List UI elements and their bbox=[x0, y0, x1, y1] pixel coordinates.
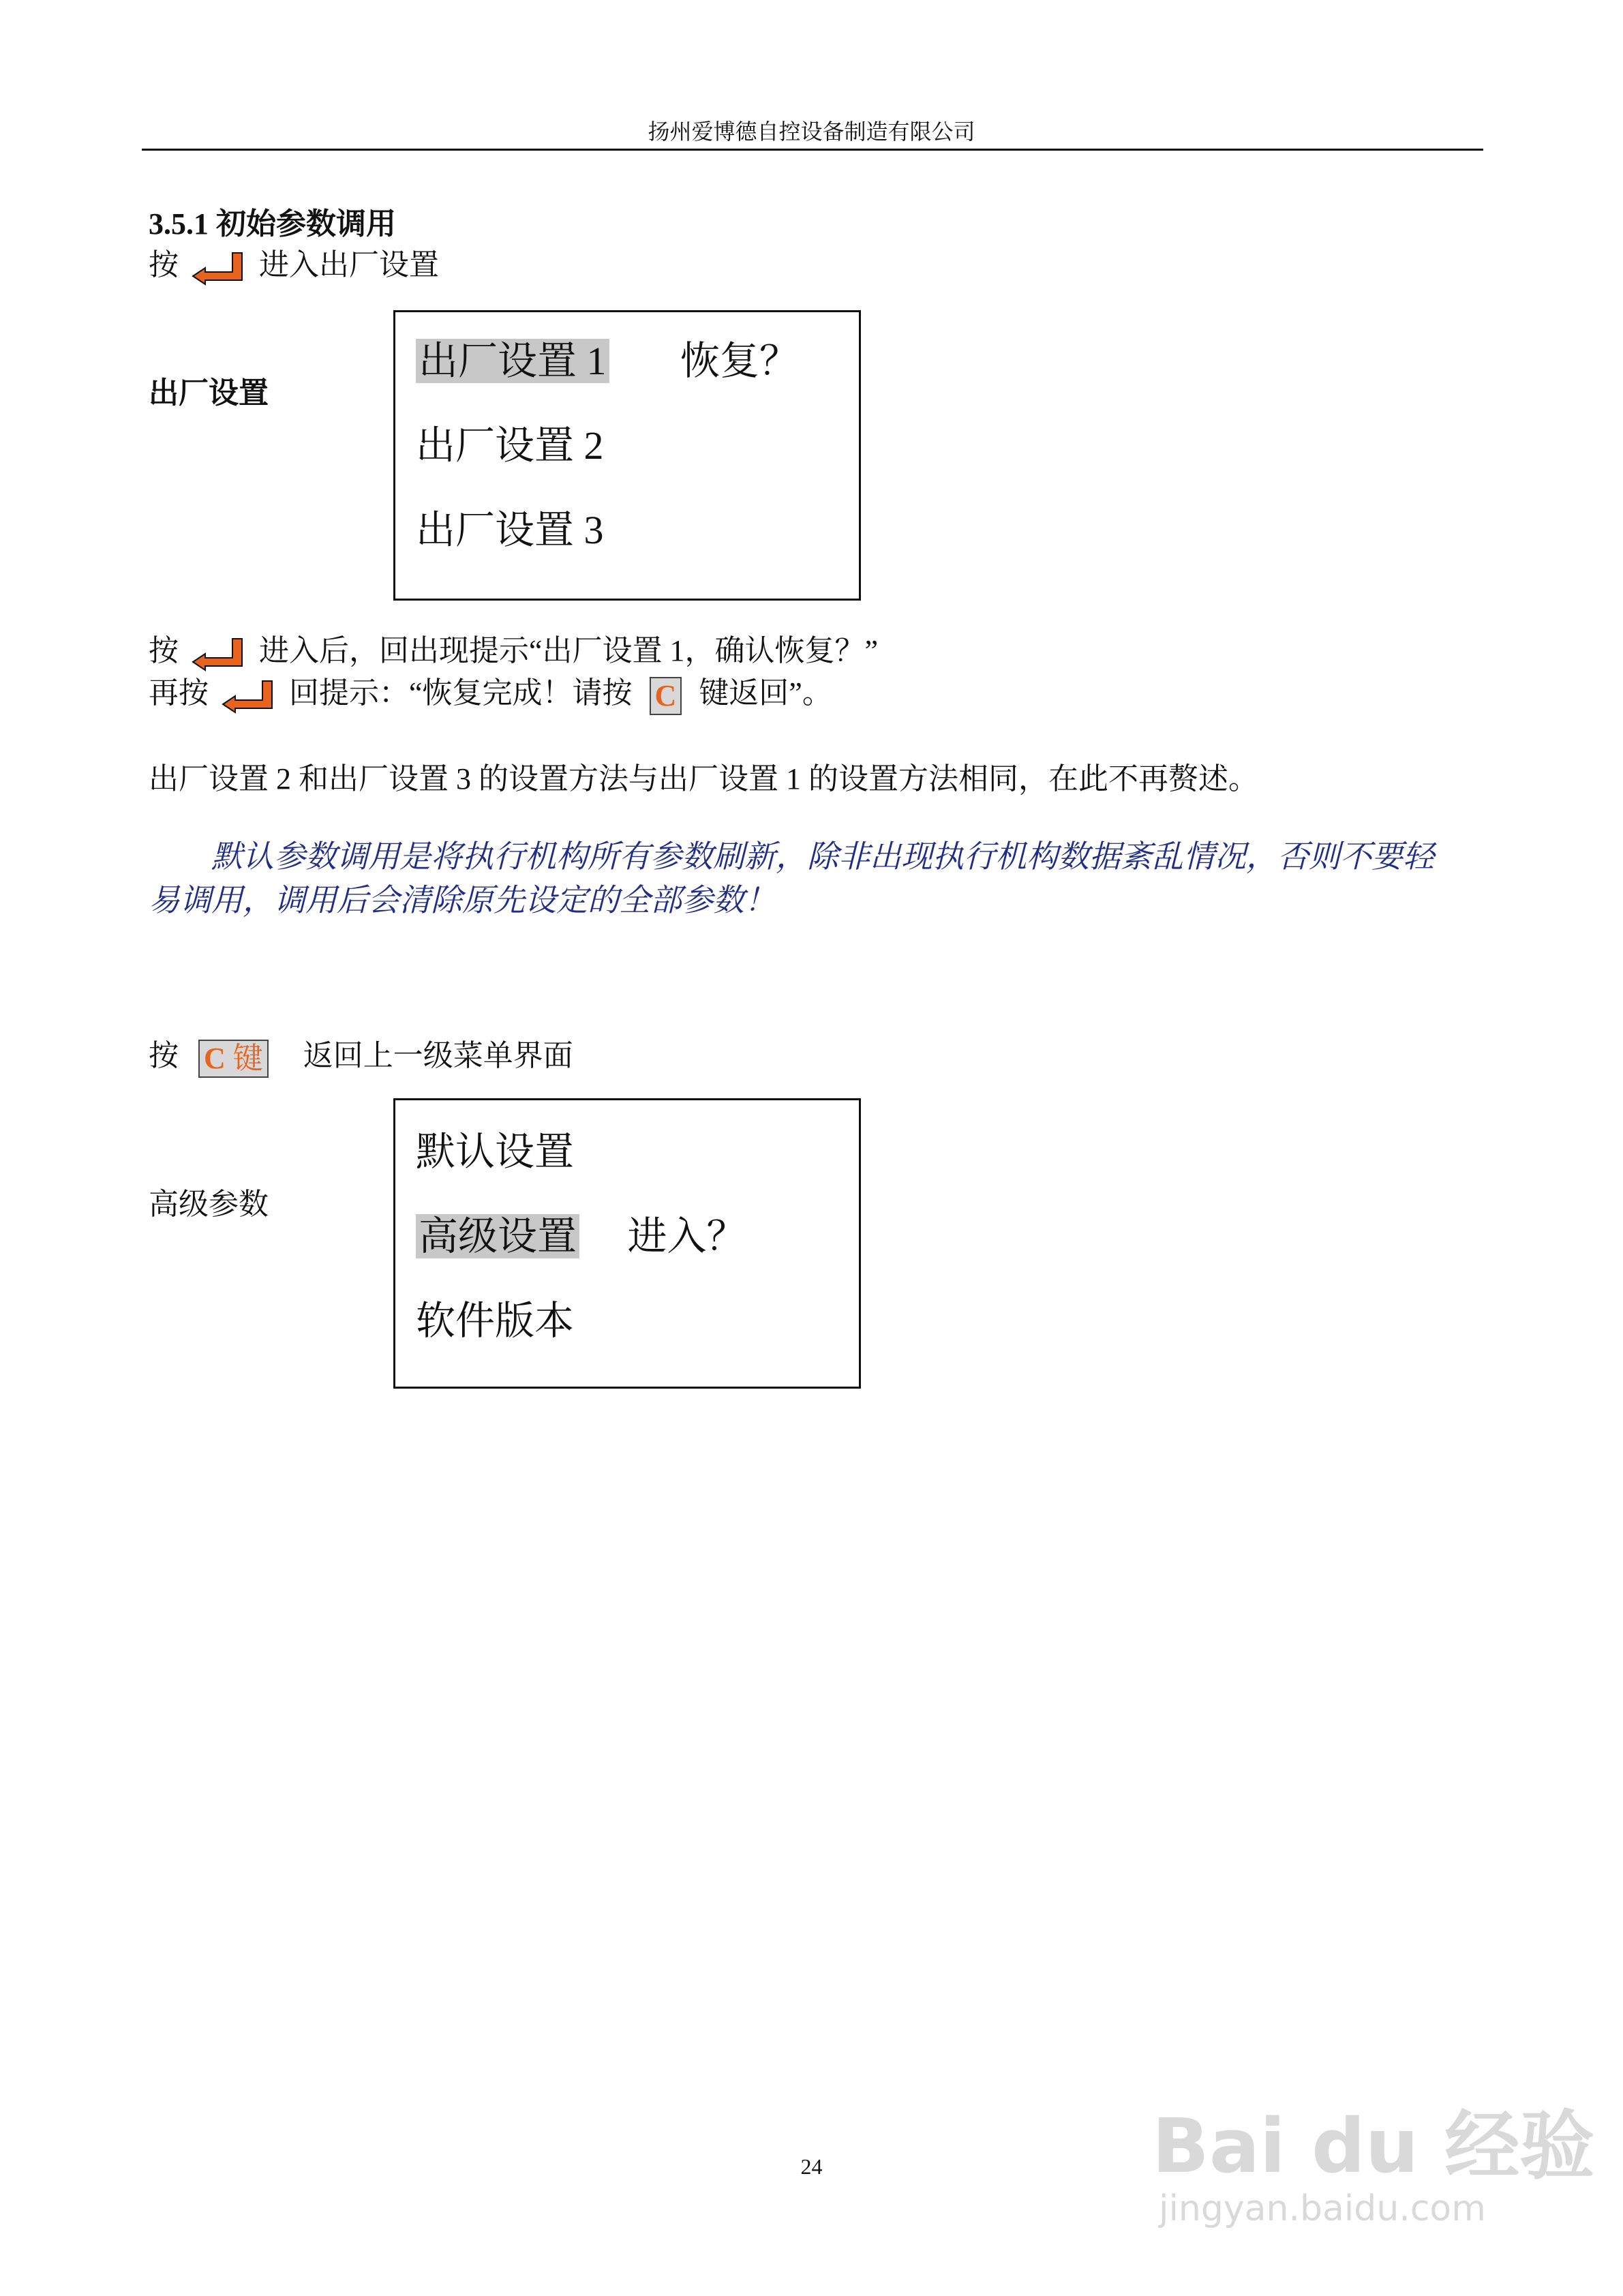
lcd-selected-item: 高级设置 bbox=[416, 1214, 579, 1258]
instruction-text: 按 bbox=[149, 248, 179, 282]
watermark-brand: Bai du 经验 bbox=[1152, 2102, 1595, 2190]
lcd-row-1[interactable] bbox=[416, 337, 799, 386]
watermark-url: jingyan.baidu.com bbox=[1159, 2188, 1486, 2229]
lcd-row-1[interactable]: 默认设置 bbox=[416, 1130, 575, 1174]
section-title: 3.5.1 初始参数调用 bbox=[149, 207, 396, 241]
instruction-text: 返回上一级菜单界面 bbox=[303, 1039, 573, 1072]
lcd-row-2[interactable]: 出厂设置 2 bbox=[416, 423, 604, 468]
c-key-word: 键 bbox=[232, 1041, 263, 1075]
instruction-text: 再按 bbox=[149, 676, 209, 710]
instruction-text: 按 bbox=[149, 1039, 179, 1072]
instruction-text: 进入后，回出现提示“出厂设置 1，确认恢复？” bbox=[259, 634, 879, 667]
warning-note-line-2: 易调用，调用后会清除原先设定的全部参数！ bbox=[149, 883, 776, 918]
c-key-badge bbox=[198, 1040, 269, 1078]
enter-key-icon bbox=[190, 636, 247, 671]
instruction-line-2 bbox=[149, 626, 878, 671]
header-rule bbox=[142, 149, 1483, 151]
instruction-line-5 bbox=[149, 1031, 573, 1078]
instruction-text: 按 bbox=[149, 634, 179, 667]
factory-settings-label: 出厂设置 bbox=[149, 376, 269, 410]
advanced-params-label: 高级参数 bbox=[149, 1188, 269, 1221]
instruction-text: 进入出厂设置 bbox=[259, 248, 439, 282]
lcd-screen-advanced bbox=[393, 1098, 861, 1389]
instruction-text: 回提示：“恢复完成！请按 bbox=[289, 676, 633, 710]
enter-key-icon bbox=[190, 250, 247, 286]
enter-key-icon bbox=[220, 678, 277, 714]
instruction-line-1 bbox=[149, 240, 439, 286]
lcd-screen-factory bbox=[393, 310, 861, 601]
instruction-text: 键返回”。 bbox=[699, 676, 832, 710]
warning-note-line-1: 默认参数调用是将执行机构所有参数刷新，除非出现执行机构数据紊乱情况，否则不要轻 bbox=[211, 839, 1434, 874]
c-key-badge: C bbox=[650, 677, 682, 715]
lcd-selected-item: 出厂设置 1 bbox=[416, 339, 609, 383]
lcd-row-3[interactable]: 出厂设置 3 bbox=[416, 508, 604, 552]
lcd-row-2[interactable] bbox=[416, 1212, 746, 1261]
lcd-prompt: 进入？ bbox=[627, 1214, 746, 1258]
lcd-row-3[interactable]: 软件版本 bbox=[416, 1299, 575, 1343]
c-key-letter: C bbox=[204, 1041, 226, 1075]
page-number: 24 bbox=[800, 2154, 823, 2179]
page-header: 扬州爱博德自控设备制造有限公司 bbox=[648, 119, 975, 144]
instruction-line-3 bbox=[149, 668, 832, 715]
lcd-prompt: 恢复？ bbox=[680, 339, 800, 383]
instruction-line-4: 出厂设置 2 和出厂设置 3 的设置方法与出厂设置 1 的设置方法相同，在此不再赘述。 bbox=[149, 762, 1258, 796]
